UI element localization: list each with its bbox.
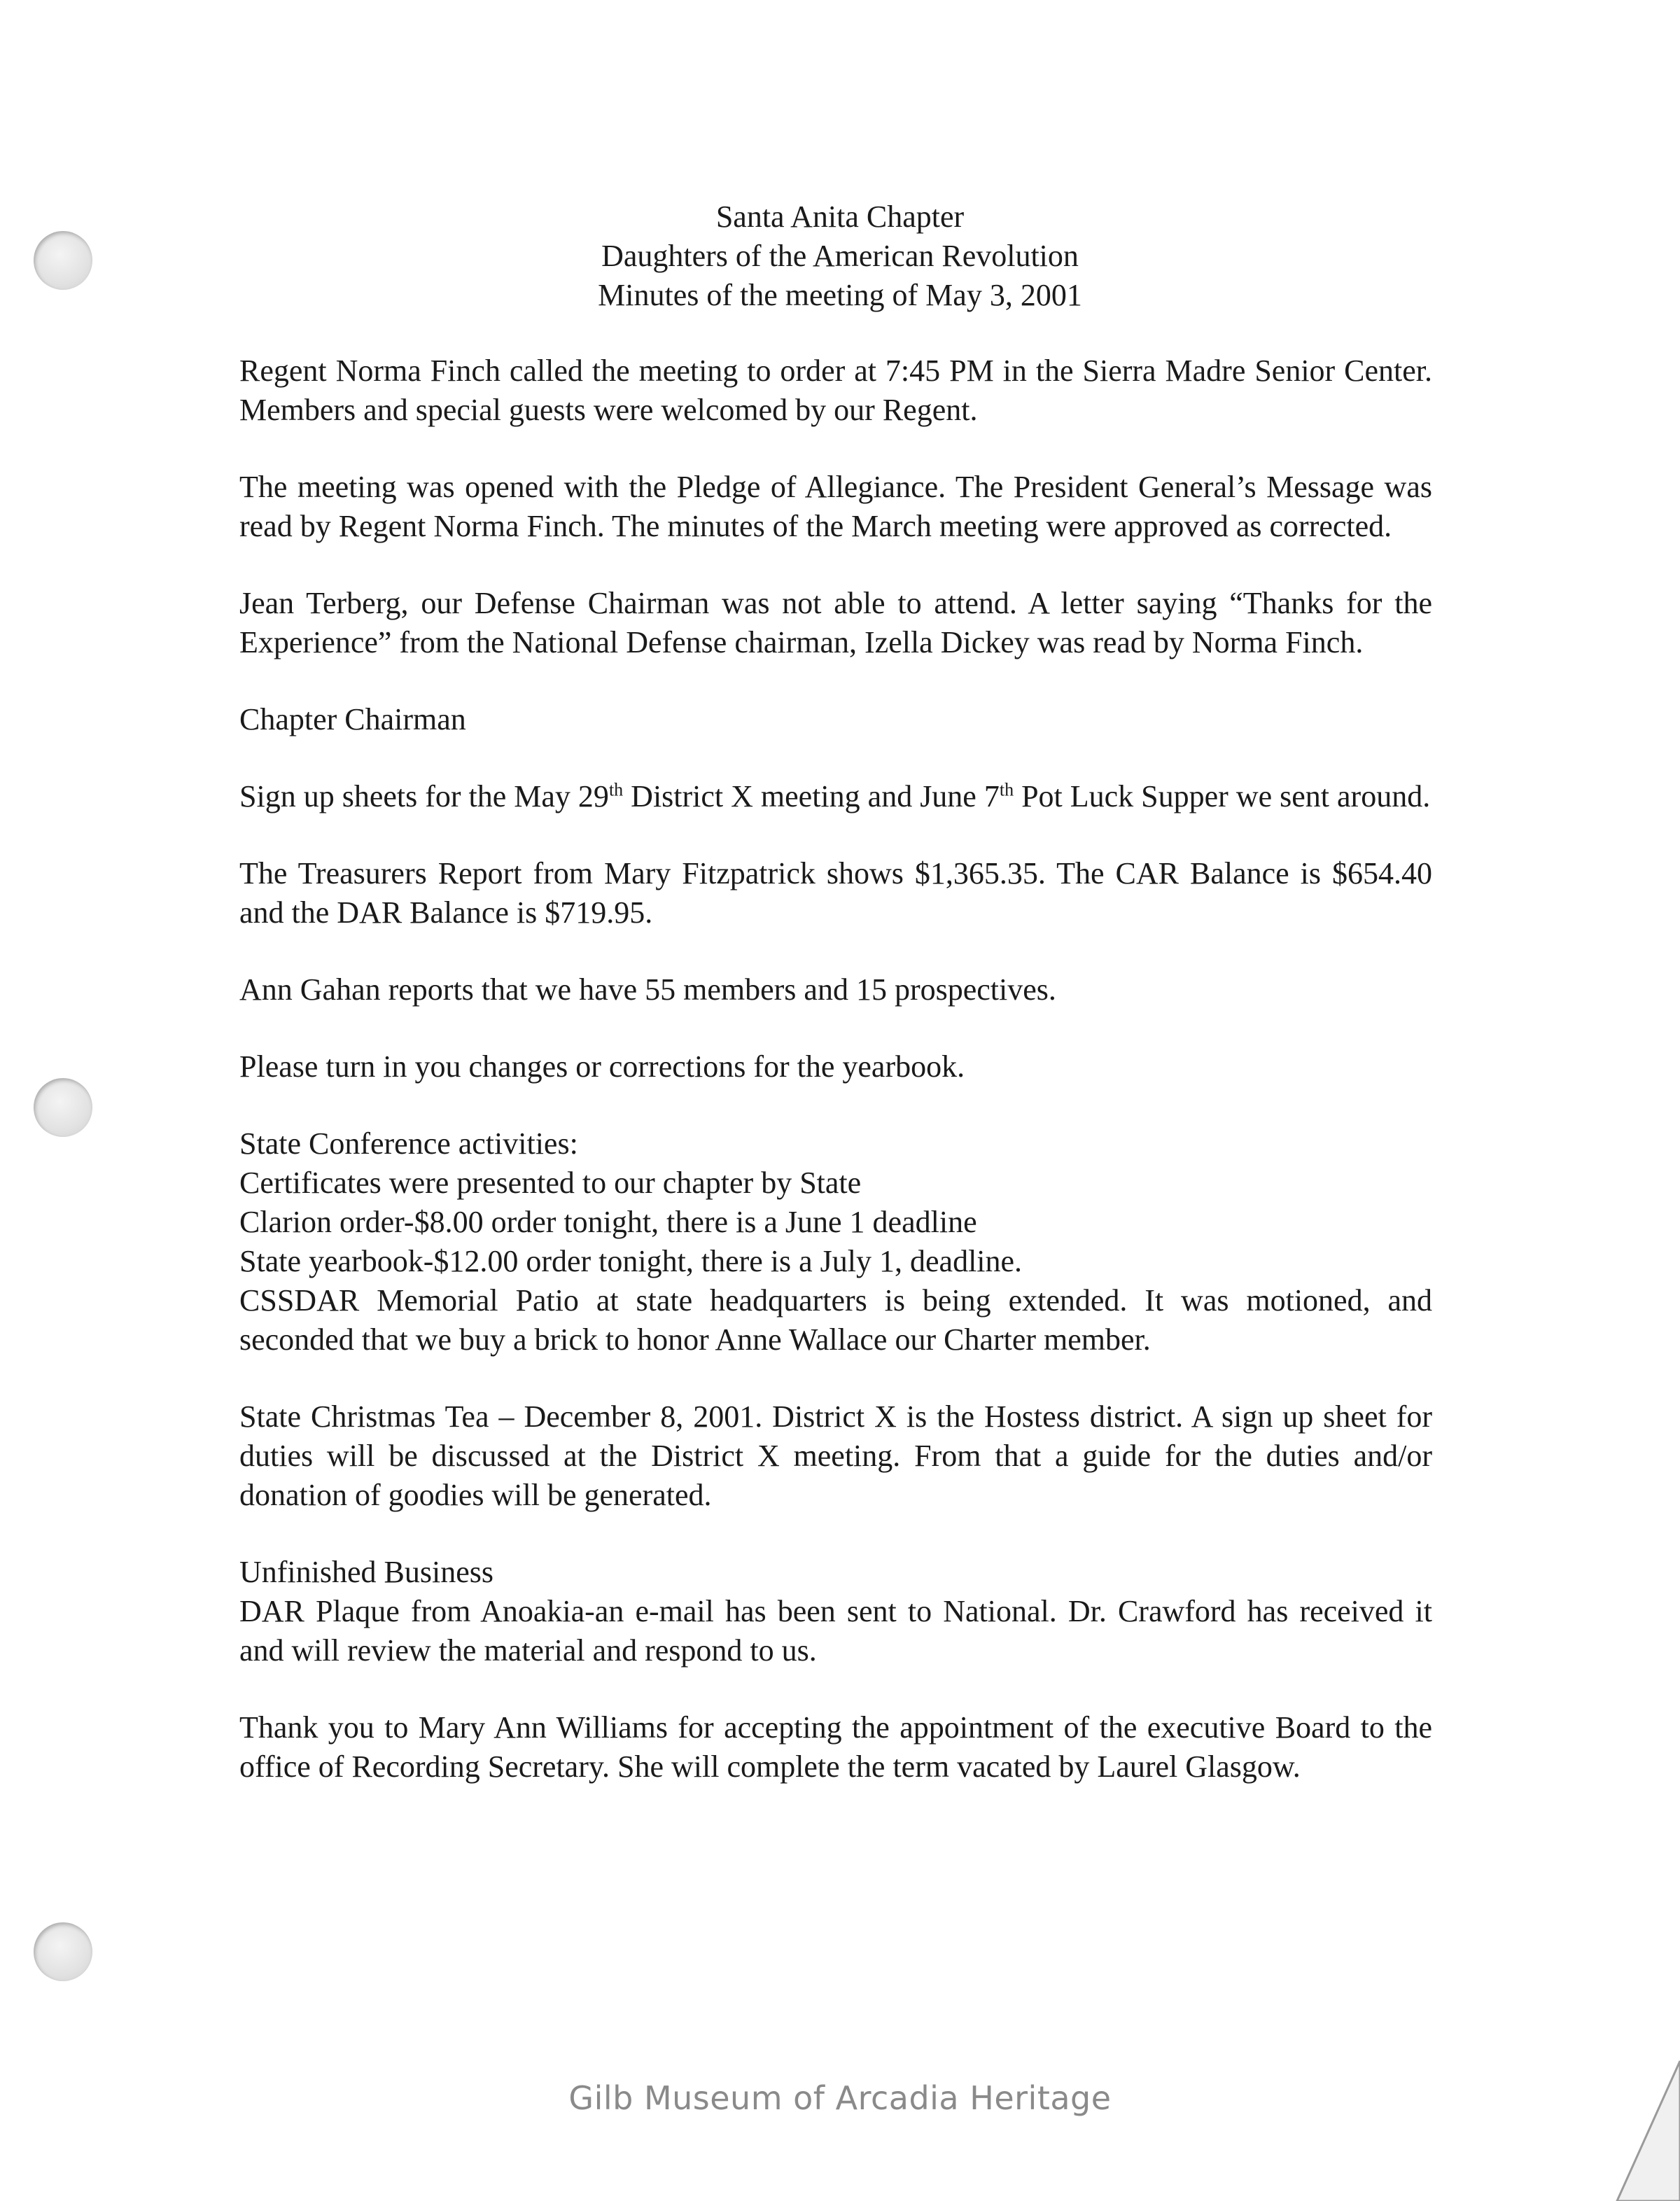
sign-up-text-3: Pot Luck Supper we sent around. (1014, 779, 1431, 813)
state-conference-item: CSSDAR Memorial Patio at state headquarters is being extended. It was motioned, and seconded that we buy a brick to honor Anne Wallace our Charter member. (239, 1283, 1432, 1357)
punch-hole-middle (34, 1078, 92, 1137)
chapter-name: Santa Anita Chapter (715, 200, 965, 234)
paragraph-defense: Jean Terberg, our Defense Chairman was not able to attend. A letter saying “Thanks for the Experience” from the National Defense chairman, Izella Dickey was read by Norma Finch. (239, 586, 1432, 659)
punch-hole-bottom (34, 1922, 92, 1981)
paragraph-treasurer: The Treasurers Report from Mary Fitzpatrick shows $1,365.35. The CAR Balance is $654.40 and the DAR Balance is $719.95. (239, 856, 1432, 930)
unfinished-business-text: DAR Plaque from Anoakia-an e-mail has been sent to National. Dr. Crawford has received it and will review the material and respond to us. (239, 1594, 1432, 1668)
paragraph-christmas-tea: State Christmas Tea – December 8, 2001. District X is the Hostess district. A sign up sheet for duties will be discussed at the District X meeting. From that a guide for the duties and/or donation of goodies will be generated. (239, 1399, 1432, 1512)
ordinal-suffix-2: th (999, 779, 1014, 800)
paragraph-membership: Ann Gahan reports that we have 55 members and 15 prospectives. (239, 972, 1056, 1007)
folded-corner (1596, 2047, 1680, 2201)
state-conference-item: Clarion order-$8.00 order tonight, there is a June 1 deadline (239, 1205, 977, 1239)
state-conference-section (239, 1124, 1432, 1360)
heading-chapter-chairman: Chapter Chairman (239, 702, 466, 736)
paragraph-call-to-order: Regent Norma Finch called the meeting to order at 7:45 PM in the Sierra Madre Senior Center. Members and special guests were welcomed by our Regent. (239, 354, 1432, 427)
paragraph-thanks: Thank you to Mary Ann Williams for accepting the appointment of the executive Board to the office of Recording Secretary. She will complete the term vacated by Laurel Glasgow. (239, 1710, 1432, 1784)
document-header (0, 197, 1680, 315)
paragraph-sign-up-sheets (239, 777, 1432, 816)
paragraph-yearbook: Please turn in you changes or corrections for the yearbook. (239, 1049, 965, 1084)
state-conference-item: Certificates were presented to our chapter by State (239, 1166, 862, 1200)
state-conference-heading: State Conference activities: (239, 1126, 578, 1161)
ordinal-suffix-1: th (608, 779, 624, 800)
meeting-title: Minutes of the meeting of May 3, 2001 (598, 278, 1082, 312)
unfinished-business-section (239, 1553, 1432, 1670)
state-conference-item: State yearbook-$12.00 order tonight, there is a July 1, deadline. (239, 1244, 1023, 1278)
paragraph-pledge: The meeting was opened with the Pledge of Allegiance. The President General’s Message was read by Regent Norma Finch. The minutes of the March meeting were approved as corrected. (239, 470, 1432, 543)
archive-watermark: Gilb Museum of Arcadia Heritage (568, 2079, 1112, 2117)
sign-up-text-2: District X meeting and June 7 (623, 779, 1000, 813)
minutes-body (239, 351, 1432, 1824)
organization-name: Daughters of the American Revolution (601, 239, 1079, 273)
unfinished-business-heading: Unfinished Business (239, 1555, 493, 1589)
sign-up-text-1: Sign up sheets for the May 29 (239, 779, 609, 813)
